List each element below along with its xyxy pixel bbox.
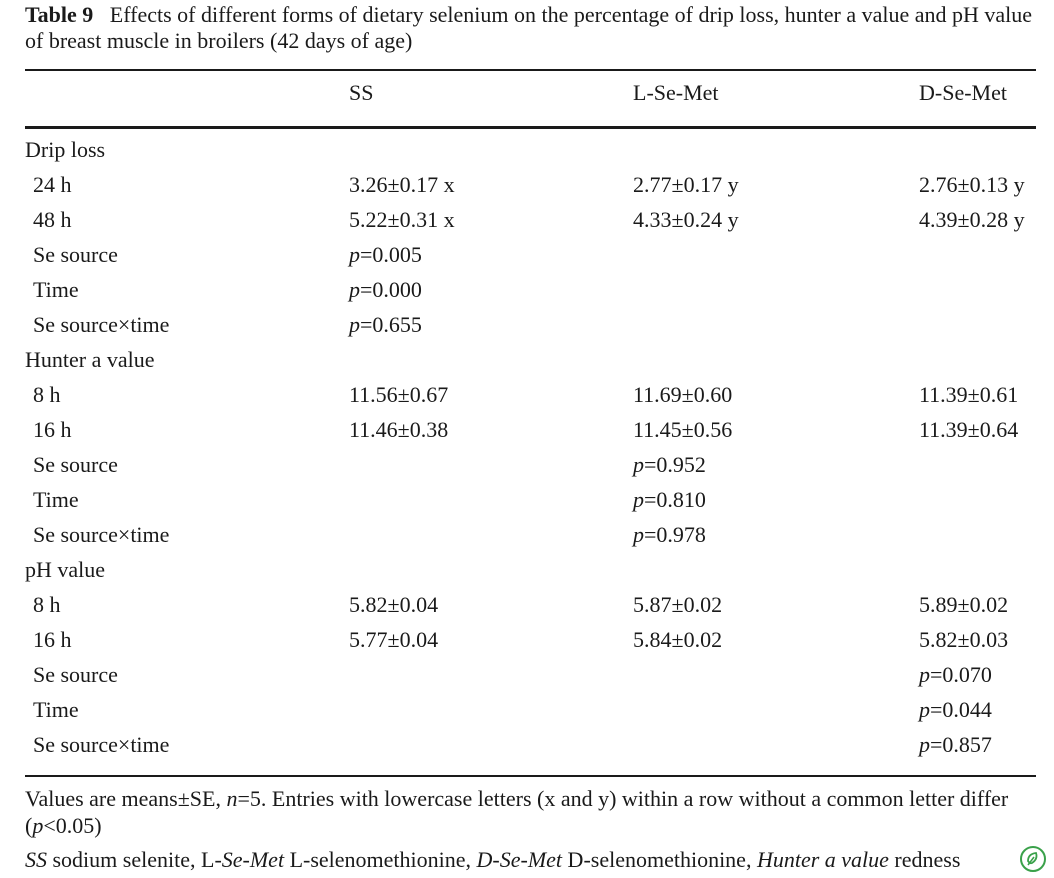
column-header-l-se-met: [633, 80, 719, 106]
p-value: [633, 451, 706, 479]
abbr-def: -selenomethionine,: [303, 847, 477, 872]
footnote-text: =5. Entries with lowercase letters (x and y) within a row without a common letter differ (: [25, 786, 1009, 838]
data-cell: 11.69±0.60: [633, 382, 733, 407]
column-header-d-se-met: [919, 80, 1007, 106]
row-label: 16 h: [33, 627, 72, 652]
footnote-n: n: [226, 786, 238, 811]
stat-label: Time: [33, 277, 79, 302]
section-header-row: [0, 136, 1054, 171]
p-symbol: p: [349, 242, 360, 267]
p-number: =0.655: [360, 312, 422, 337]
p-number: =0.044: [930, 697, 992, 722]
data-cell: 11.39±0.64: [919, 417, 1019, 442]
p-symbol: p: [919, 697, 930, 722]
table-caption: [25, 2, 1043, 54]
stats-row: [0, 696, 1054, 731]
p-value: [633, 486, 706, 514]
table-row: [0, 381, 1054, 416]
column-header-label: SS: [349, 80, 374, 105]
abbr-term: -Se-Met: [214, 847, 285, 872]
footnote-text: Values are means±SE,: [25, 786, 227, 811]
footnote-means: [25, 785, 1037, 839]
row-label: 16 h: [33, 417, 72, 442]
abbr-def-prefix: L: [284, 847, 304, 872]
data-cell: 5.77±0.04: [349, 627, 439, 652]
data-cell: 5.82±0.03: [919, 627, 1009, 652]
p-symbol: p: [633, 522, 644, 547]
p-number: =0.070: [930, 662, 992, 687]
section-header-row: [0, 556, 1054, 591]
data-cell: 5.89±0.02: [919, 592, 1009, 617]
stats-row: [0, 276, 1054, 311]
table-bottom-rule: [25, 775, 1036, 777]
section-title: pH value: [25, 557, 106, 582]
data-cell: 2.77±0.17 y: [633, 172, 739, 197]
section-header-row: [0, 346, 1054, 381]
caption-text: [99, 2, 110, 27]
stat-label: Se source×time: [33, 732, 170, 757]
data-cell: 11.46±0.38: [349, 417, 449, 442]
stat-label: Se source×time: [33, 312, 170, 337]
p-symbol: p: [349, 277, 360, 302]
footnote-abbreviations: [25, 846, 960, 874]
data-cell: 3.26±0.17 x: [349, 172, 455, 197]
row-label: 24 h: [33, 172, 72, 197]
row-label: 8 h: [33, 592, 61, 617]
data-cell: 11.56±0.67: [349, 382, 449, 407]
p-symbol: p: [919, 732, 930, 757]
column-header-ss: [349, 80, 373, 106]
section-title: Hunter a value: [25, 347, 155, 372]
p-value: [349, 241, 422, 269]
p-number: =0.005: [360, 242, 422, 267]
header-rule: [25, 126, 1036, 129]
table-row: [0, 416, 1054, 451]
table-row: [0, 591, 1054, 626]
section-title: Drip loss: [25, 137, 106, 162]
p-value: [919, 696, 992, 724]
stats-row: [0, 661, 1054, 696]
p-value: [919, 731, 992, 759]
abbr-def: sodium selenite,: [47, 847, 201, 872]
data-cell: 5.82±0.04: [349, 592, 439, 617]
column-header-label: -Se-Met: [646, 80, 719, 105]
data-cell: 11.45±0.56: [633, 417, 733, 442]
abbr-def-prefix: D: [562, 847, 584, 872]
abbr-def: redness: [888, 847, 961, 872]
data-cell: 4.33±0.24 y: [633, 207, 739, 232]
p-value: [919, 661, 992, 689]
column-header-prefix: L: [633, 80, 647, 105]
abbr-prefix: D: [476, 847, 493, 872]
stat-label: Se source×time: [33, 522, 170, 547]
p-value: [349, 311, 422, 339]
table-row: [0, 171, 1054, 206]
row-label: 8 h: [33, 382, 61, 407]
stat-label: Se source: [33, 452, 118, 477]
stats-row: [0, 521, 1054, 556]
table-top-rule: [25, 69, 1036, 71]
p-value: [633, 521, 706, 549]
data-cell: 4.39±0.28 y: [919, 207, 1025, 232]
abbr-prefix: L: [200, 847, 215, 872]
table-label: Table 9: [25, 2, 94, 27]
footnote-text: <0.05): [43, 813, 102, 838]
p-number: =0.978: [644, 522, 706, 547]
column-header-label: -Se-Met: [934, 80, 1007, 105]
p-number: =0.857: [930, 732, 992, 757]
stat-label: Se source: [33, 662, 118, 687]
stat-label: Time: [33, 487, 79, 512]
abbr-def: -selenomethionine,: [583, 847, 757, 872]
data-cell: 11.39±0.61: [919, 382, 1019, 407]
p-symbol: p: [633, 452, 644, 477]
stat-label: Time: [33, 697, 79, 722]
open-access-icon-glyph: [1022, 848, 1044, 870]
caption-body: Effects of different forms of dietary selenium on the percentage of drip loss, hunter a value and pH value of breast muscle in broilers (42 days of age): [25, 2, 1033, 53]
stats-row: [0, 486, 1054, 521]
stats-row: [0, 241, 1054, 276]
p-symbol: p: [633, 487, 644, 512]
data-cell: 5.22±0.31 x: [349, 207, 455, 232]
stat-label: Se source: [33, 242, 118, 267]
p-symbol: p: [919, 662, 930, 687]
footnote-p: p: [32, 813, 44, 838]
data-cell: 5.87±0.02: [633, 592, 723, 617]
table-row: [0, 626, 1054, 661]
p-number: =0.952: [644, 452, 706, 477]
stats-row: [0, 731, 1054, 766]
column-header-prefix: D: [919, 80, 935, 105]
table-row: [0, 206, 1054, 241]
p-number: =0.000: [360, 277, 422, 302]
p-symbol: p: [349, 312, 360, 337]
stats-row: [0, 311, 1054, 346]
p-value: [349, 276, 422, 304]
open-access-icon[interactable]: [1020, 846, 1046, 872]
abbr-term: SS: [25, 847, 47, 872]
p-number: =0.810: [644, 487, 706, 512]
abbr-term: -Se-Met: [492, 847, 563, 872]
data-cell: 5.84±0.02: [633, 627, 723, 652]
data-cell: 2.76±0.13 y: [919, 172, 1025, 197]
abbr-term: Hunter a value: [756, 847, 889, 872]
stats-row: [0, 451, 1054, 486]
row-label: 48 h: [33, 207, 72, 232]
